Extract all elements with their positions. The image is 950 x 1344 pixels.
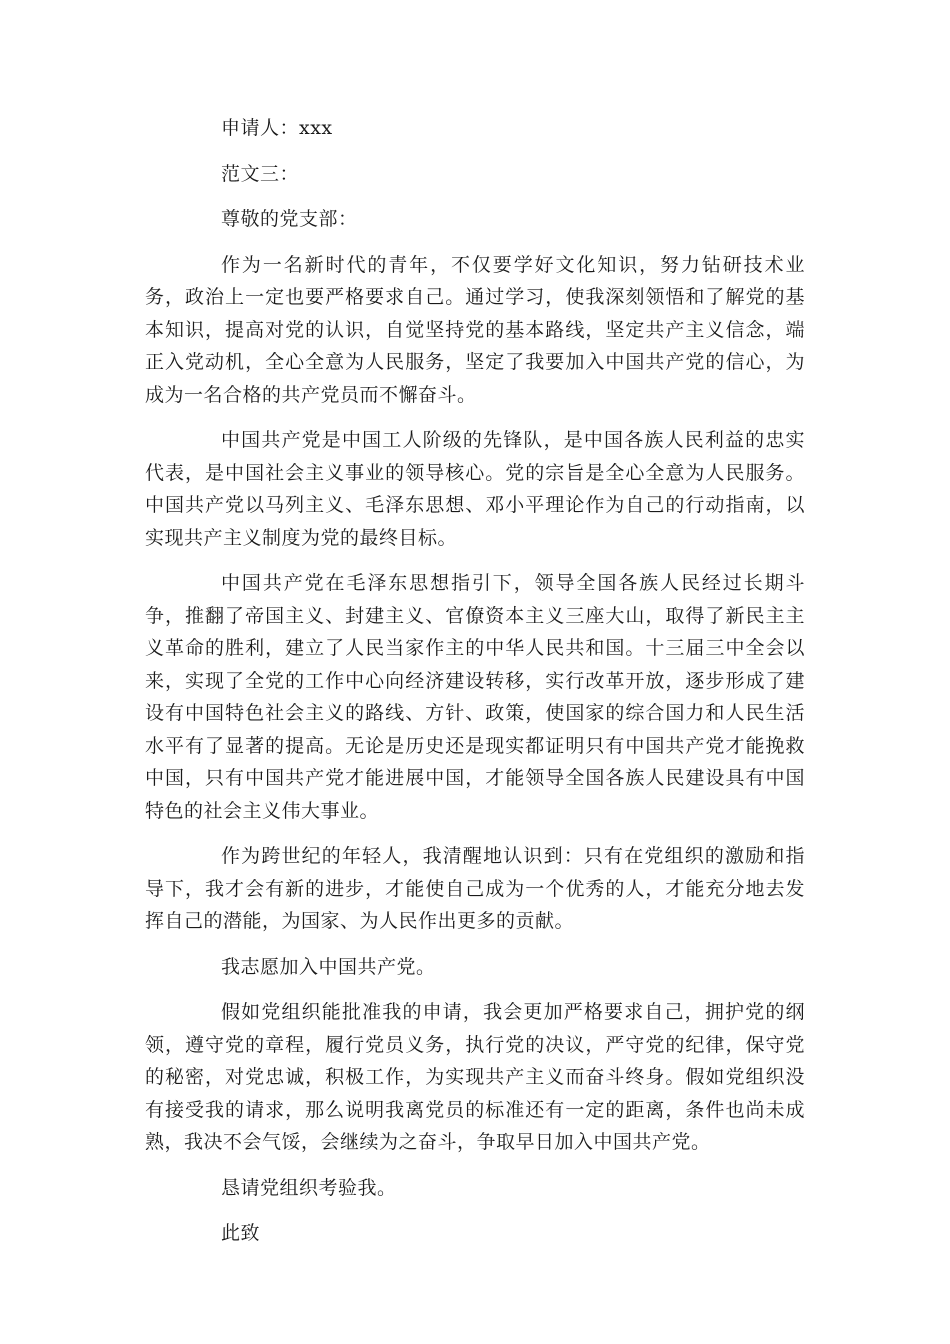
pledge-paragraph: 假如党组织能批准我的申请，我会更加严格要求自己，拥护党的纲领，遵守党的章程，履行党员义务，执行党的决议，严守党的纪律，保守党的秘密，对党忠诚，积极工作，为实现共产主义而奋斗终身。假如党组织没有接受我的请求，那么说明我离党员的标准还有一定的距离，条件也尚未成熟，我决不会气馁，会继续为之奋斗，争取早日加入中国共产党。	[145, 1001, 805, 1153]
paragraph-1: 作为一名新时代的青年，不仅要学好文化知识，努力钻研技术业务，政治上一定也要严格要求自己。通过学习，使我深刻领悟和了解党的基本知识，提高对党的认识，自觉坚持党的基本路线，坚定共产主义信念，端正入党动机，全心全意为人民服务，坚定了我要加入中国共产党的信心，为成为一名合格的共产党员而不懈奋斗。	[145, 253, 805, 406]
applicant-line: 申请人：xxx	[221, 117, 333, 139]
paragraph-4: 作为跨世纪的年轻人，我清醒地认识到：只有在党组织的激励和指导下，我才会有新的进步，才能使自己成为一个优秀的人，才能充分地去发挥自己的潜能，为国家、为人民作出更多的贡献。	[145, 845, 805, 932]
salutation: 尊敬的党支部：	[221, 208, 358, 230]
paragraph-3: 中国共产党在毛泽东思想指引下，领导全国各族人民经过长期斗争，推翻了帝国主义、封建主义、官僚资本主义三座大山，取得了新民主主义革命的胜利，建立了人民当家作主的中华人民共和国。十三届三中全会以来，实现了全党的工作中心向经济建设转移，实行改革开放，逐步形成了建设有中国特色社会主义的路线、方针、政策，使国家的综合国力和人民生活水平有了显著的提高。无论是历史还是现实都证明只有中国共产党才能挽救中国，只有中国共产党才能进展中国，才能领导全国各族人民建设具有中国特色的社会主义伟大事业。	[145, 572, 805, 822]
statement-line: 我志愿加入中国共产党。	[221, 955, 436, 978]
document-body	[145, 112, 805, 1263]
closing-line: 此致	[221, 1222, 261, 1244]
paragraph-2: 中国共产党是中国工人阶级的先锋队，是中国各族人民利益的忠实代表，是中国社会主义事业的领导核心。党的宗旨是全心全意为人民服务。中国共产党以马列主义、毛泽东思想、邓小平理论作为自己的行动指南，以实现共产主义制度为党的最终目标。	[145, 429, 805, 549]
sample-heading: 范文三：	[221, 162, 300, 185]
request-line: 恳请党组织考验我。	[221, 1176, 397, 1199]
